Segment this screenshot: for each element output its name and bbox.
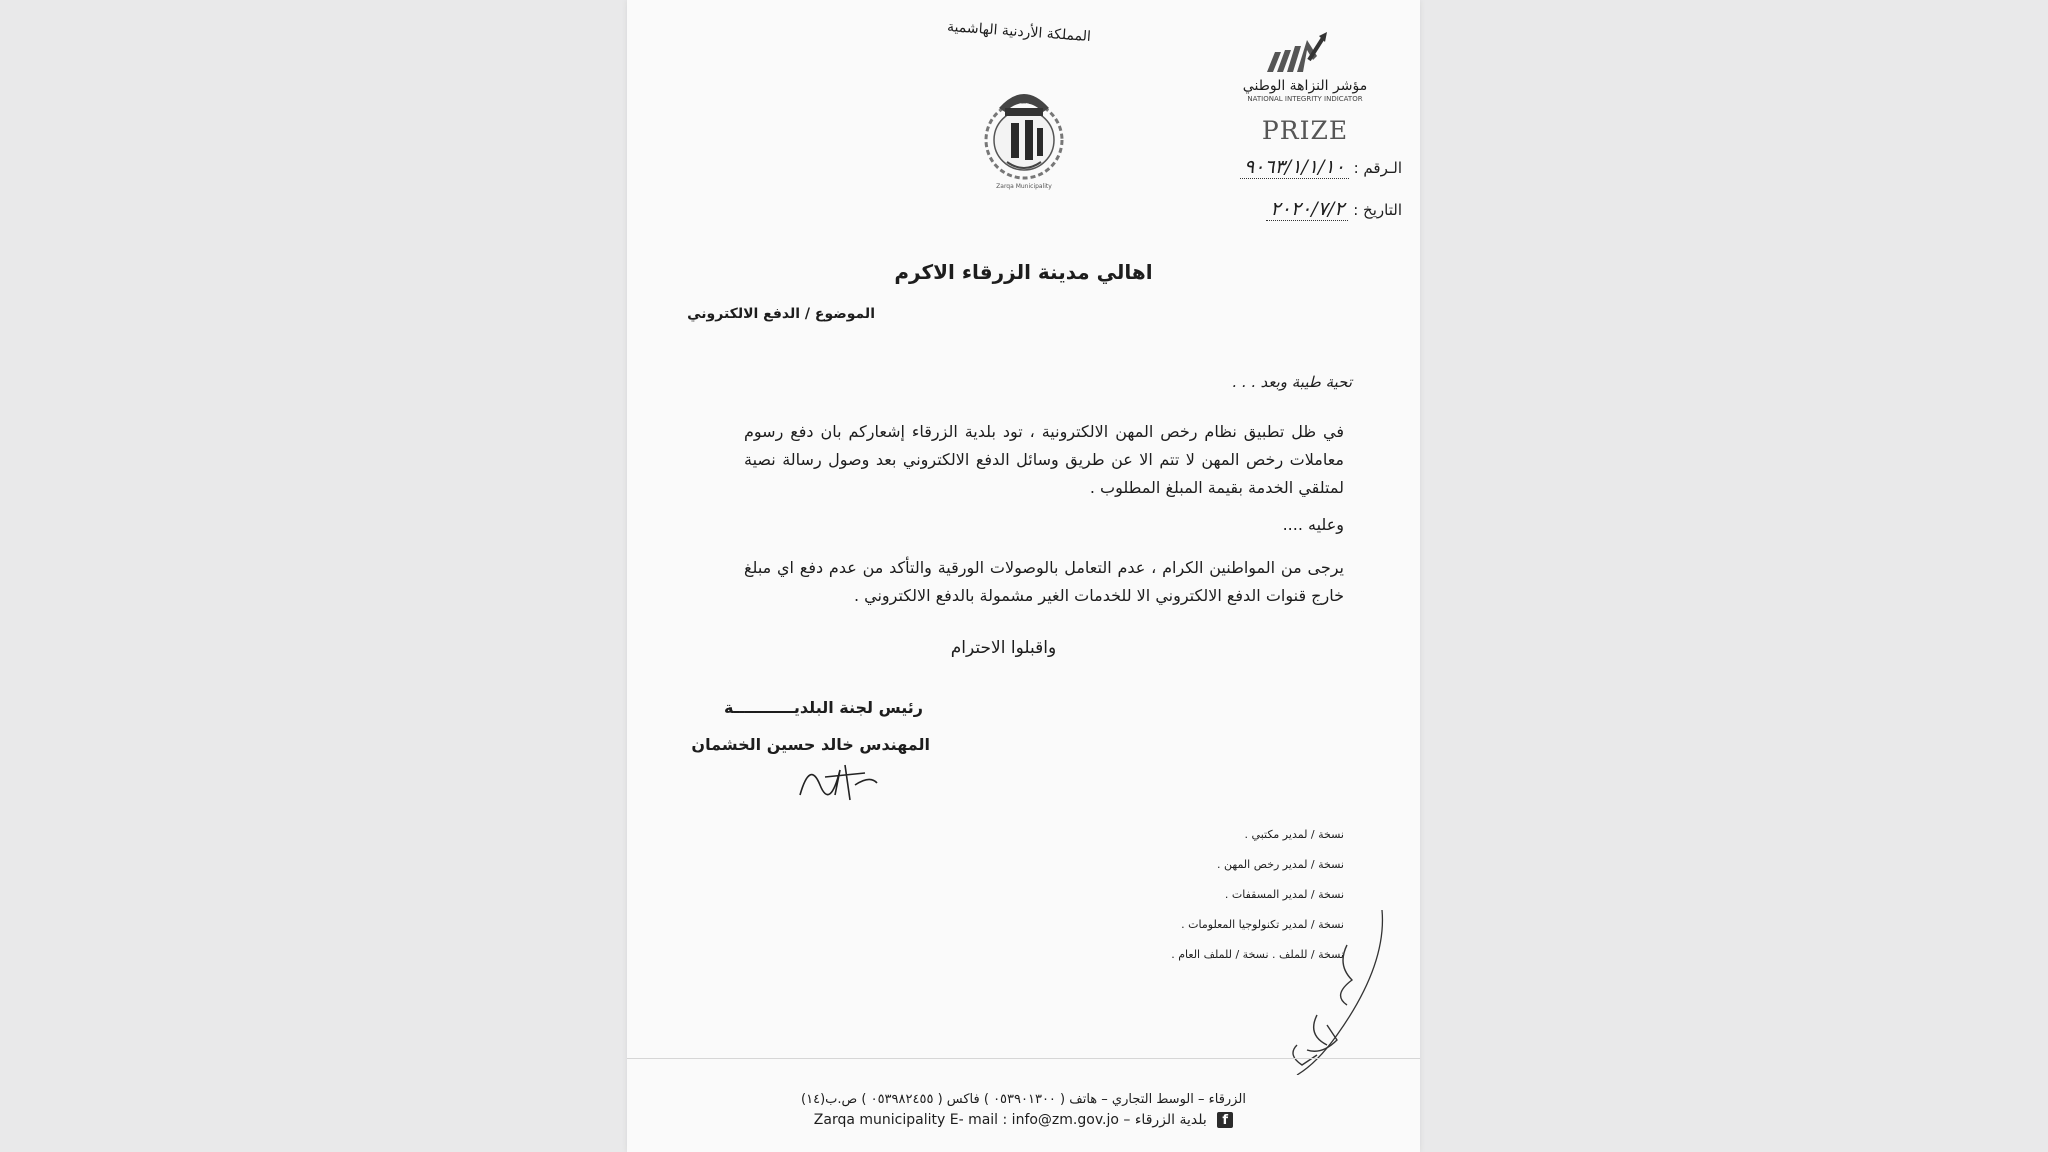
footer-contact: f بلدية الزرقاء – Zarqa municipality E- mail : info@zm.gov.jo [627,1112,1420,1128]
prize-label: PRIZE [1261,116,1349,145]
paragraph-1: في ظل تطبيق نظام رخص المهن الالكترونية ، تود بلدية الزرقاء إشعاركم بان دفع رسوم معاملات رخص المهن لا تتم الا عن طريق وسائل الدفع الالكتروني بعد وصول رسالة نصية لمتلقي الخدمة بقيمة المبلغ المطلوب . [744,422,1344,497]
letter-page [627,0,1420,1152]
date-label: التاريخ : [1353,201,1402,219]
reference-value: ٩٠٦٣/١/١/١٠ [1240,156,1349,179]
integrity-label-en: NATIONAL INTEGRITY INDICATOR [1247,95,1363,103]
closing-text: واقبلوا الاحترام [950,638,1057,658]
greeting: تحية طيبة وبعد . . . [1231,373,1352,391]
signatory-title: رئيس لجنة البلديـــــــــــة [724,698,923,717]
letter-date [1266,198,1402,220]
footer-divider [627,1058,1420,1059]
reference-label: الـرقم : [1353,159,1402,177]
integrity-indicator-logo [1235,28,1375,148]
date-value: ٢٠٢٠/٧/٢ [1266,198,1348,221]
integrity-label: مؤشر النزاهة الوطني [1242,78,1368,94]
closing-line [627,638,1420,658]
handwritten-annotation [1277,905,1387,1079]
footer-address: الزرقاء – الوسط التجاري – هاتف ( ٠٥٣٩٠١٣٠٠ ) فاكس ( ٠٥٣٩٨٢٤٥٥ ) ص.ب(١٤) [801,1092,1246,1107]
copy-item: نسخة / لمدير المسقفات . [1224,888,1344,901]
therefore-line: وعليه .... [1282,515,1344,534]
reference-number [1240,156,1402,178]
facebook-icon: f [1217,1112,1233,1128]
copy-item: نسخة / لمدير تكنولوجيا المعلومات . [1181,918,1344,931]
footer-city-en: Zarqa municipality [813,1112,946,1128]
kingdom-header: المملكة الأردنية الهاشمية [946,18,1092,46]
footer-email: E- mail : info@zm.gov.jo [949,1112,1119,1128]
zarqa-municipality-logo [979,78,1069,198]
copy-item: نسخة / للملف . نسخة / للملف العام . [1171,948,1344,961]
letter-title: اهالي مدينة الزرقاء الاكرم [894,260,1153,284]
signatory-name: المهندس خالد حسين الخشمان [691,735,930,754]
letter-subject: الموضوع / الدفع الالكتروني [687,306,875,322]
handwritten-signature [795,755,885,809]
logo-caption: Zarqa Municipality [996,183,1052,190]
copy-item: نسخة / لمدير رخص المهن . [1217,858,1344,871]
paragraph-2: يرجى من المواطنين الكرام ، عدم التعامل بالوصولات الورقية والتأكد من عدم دفع اي مبلغ خارج قنوات الدفع الالكتروني الا للخدمات الغير مشمولة بالدفع الالكتروني . [744,558,1344,605]
facebook-page: بلدية الزرقاء [1134,1112,1207,1128]
copy-item: نسخة / لمدير مكتبي . [1244,828,1344,841]
